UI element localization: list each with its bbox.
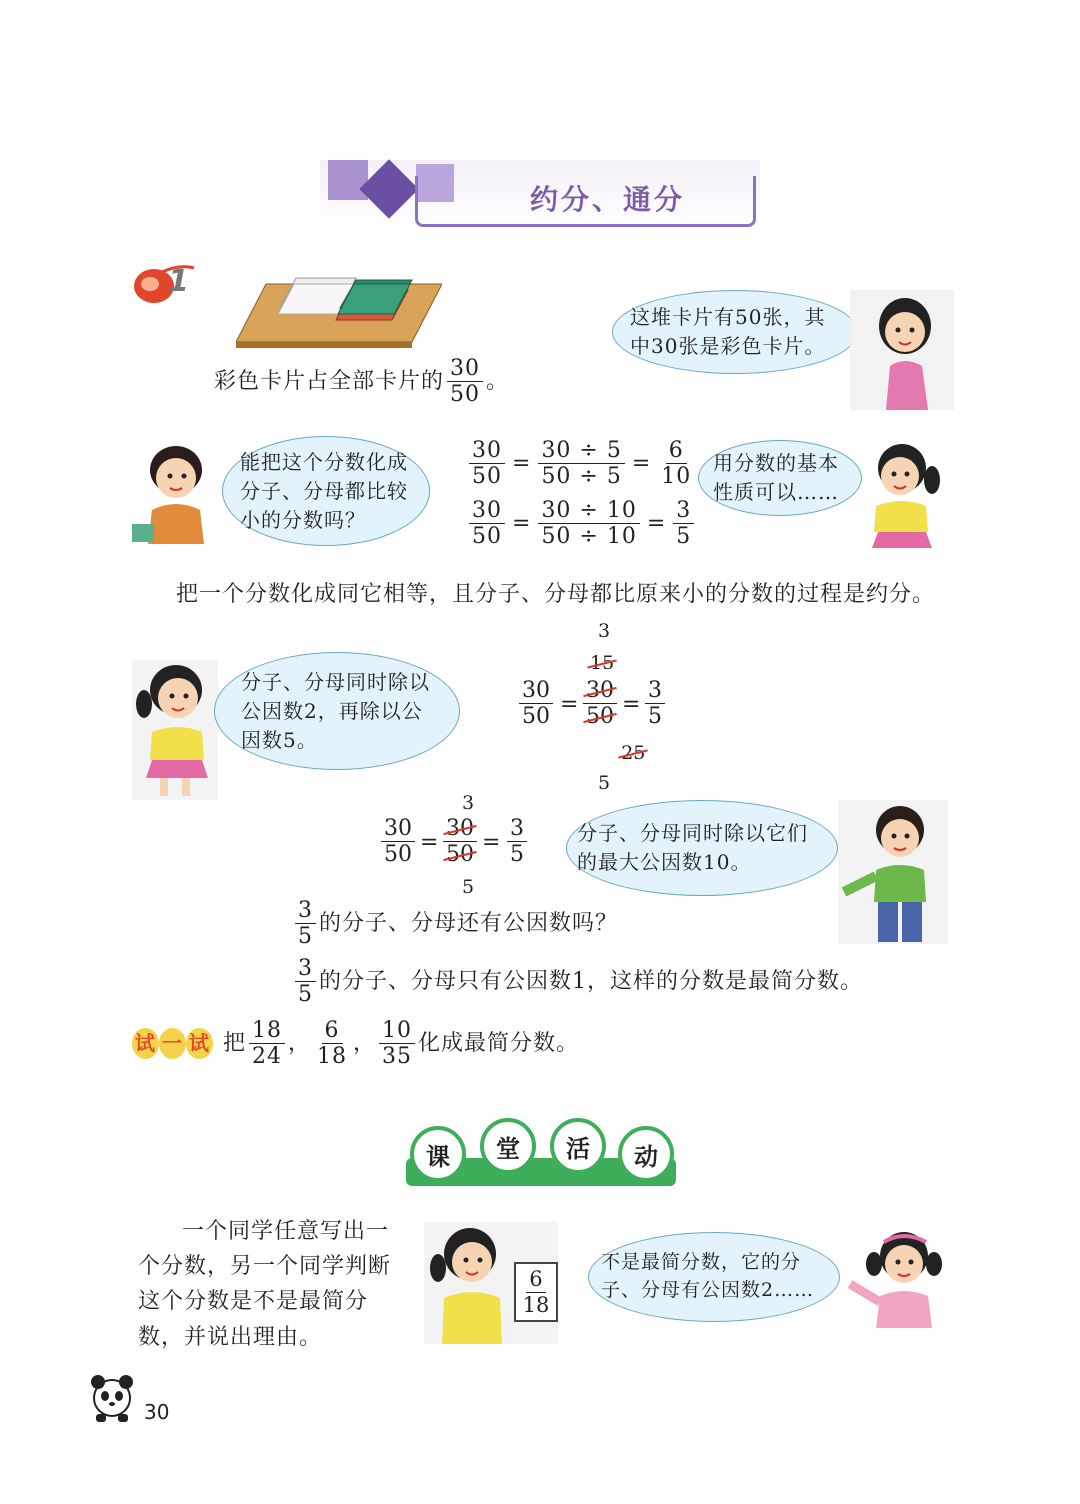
equals-sign: = (420, 830, 439, 855)
try-prefix: 把 (223, 1030, 247, 1056)
fraction-numerator: 30 (519, 678, 553, 704)
quotient-top: 3 (462, 792, 475, 814)
speech-text: 分子、分母同时除以公因数2，再除以公因数5。 (241, 669, 430, 752)
fraction-denominator: 5 (676, 524, 692, 550)
activity-circle (480, 1118, 536, 1174)
fraction-cancelled (440, 816, 480, 868)
fraction (673, 498, 694, 550)
try-badge-char: 试 (132, 1028, 159, 1059)
fraction-denominator: 5 (298, 982, 313, 1008)
fraction (469, 498, 505, 550)
fraction-numerator: 30 ÷ 5 (538, 438, 624, 464)
speech-text: 这堆卡片有50张，其中30张是彩色卡片。 (630, 305, 826, 358)
speech-bubble-method (214, 652, 460, 770)
fraction (538, 438, 624, 490)
equals-sign: = (631, 450, 652, 476)
equals-sign: = (512, 510, 532, 536)
statement-fraction (447, 356, 483, 408)
fraction (249, 1018, 285, 1070)
fraction-numerator: 30 (586, 678, 614, 703)
fraction-numerator: 30 (446, 816, 474, 841)
activity-circle (410, 1126, 466, 1182)
try-it-badge (132, 1028, 213, 1059)
calc-line-1 (466, 438, 697, 490)
fraction (295, 898, 316, 950)
girl-avatar-hint (856, 440, 948, 552)
equals-sign: = (560, 692, 579, 717)
fraction-numerator: 3 (673, 498, 694, 524)
purple-square-icon (328, 160, 368, 200)
fraction-card (514, 1262, 558, 1322)
page-number: 30 (144, 1400, 170, 1424)
boy-avatar-gcd (838, 800, 948, 944)
statement-line (214, 356, 509, 408)
fraction-left (516, 678, 556, 730)
fraction-numerator: 30 (469, 438, 505, 464)
fraction-denominator: 50 (472, 524, 502, 550)
fraction-denominator: 18 (522, 1292, 550, 1317)
activity-banner (406, 1118, 676, 1188)
speech-bubble-gcd (566, 800, 838, 896)
quotient-bottom-5: 5 (598, 772, 611, 794)
title-banner (320, 150, 760, 240)
fraction (295, 956, 316, 1008)
fraction-numerator: 3 (295, 956, 316, 982)
panda-icon (88, 1374, 138, 1424)
quotient-bottom-25: 25 (621, 742, 646, 764)
fraction-right (504, 816, 530, 868)
page-title: 约分、通分 (530, 183, 686, 216)
fraction-denominator: 50 (522, 704, 550, 730)
question-1 (292, 898, 618, 950)
fraction-right (642, 678, 668, 730)
equals-sign: = (646, 510, 667, 536)
fraction-numerator: 3 (295, 898, 316, 924)
fraction-numerator: 6 (666, 438, 687, 464)
fraction-numerator: 10 (379, 1018, 415, 1044)
fraction (314, 1018, 350, 1070)
fraction-denominator: 50 ÷ 10 (541, 524, 637, 550)
fraction-numerator: 30 (381, 816, 415, 842)
speech-bubble-hint (698, 440, 862, 516)
question-text: 的分子、分母只有公因数1，这样的分数是最简分数。 (319, 968, 863, 994)
speech-bubble-activity (588, 1232, 840, 1322)
fraction-denominator: 5 (510, 842, 524, 868)
example-badge (132, 262, 196, 306)
separator: ， (288, 1030, 312, 1056)
girl-avatar-top (850, 290, 954, 410)
fraction-denominator: 35 (382, 1044, 413, 1070)
fraction (538, 498, 639, 550)
fraction-numerator: 6 (322, 1018, 343, 1044)
girl-avatar-method (132, 660, 218, 800)
speech-text: 分子、分母同时除以它们的最大公因数10。 (577, 821, 808, 874)
fraction-denominator: 50 (586, 704, 614, 730)
fraction-denominator: 24 (252, 1044, 283, 1070)
fraction-denominator: 50 (384, 842, 412, 868)
activity-char: 动 (634, 1142, 658, 1171)
card-stack-illustration (236, 276, 442, 350)
quotient-top-3: 3 (598, 620, 611, 642)
statement-suffix: 。 (486, 368, 510, 394)
activity-text (138, 1214, 400, 1355)
fraction (520, 1267, 553, 1316)
speech-bubble-cards (612, 290, 858, 374)
try-badge-char: 试 (186, 1028, 213, 1059)
fraction-denominator: 50 (472, 464, 502, 490)
fraction-cancelled (580, 678, 620, 730)
quotient-bottom: 5 (462, 876, 475, 898)
boy-avatar-question (130, 440, 222, 546)
fraction (379, 1018, 415, 1070)
question-text: 的分子、分母还有公因数吗？ (319, 910, 619, 936)
definition-text: 把一个分数化成同它相等，且分子、分母都比原来小的分数的过程是约分。 (176, 582, 936, 607)
fraction-denominator: 18 (317, 1044, 348, 1070)
fraction-numerator: 30 (469, 498, 505, 524)
speech-bubble-question (222, 436, 430, 546)
activity-char: 堂 (496, 1134, 520, 1163)
activity-circle (550, 1118, 606, 1174)
example-number: 1 (168, 264, 189, 299)
fraction-denominator: 50 (446, 842, 474, 868)
activity-circle (618, 1126, 674, 1182)
fraction-numerator: 6 (526, 1267, 545, 1292)
fraction-denominator: 50 (450, 382, 481, 408)
question-2 (292, 956, 863, 1008)
fraction-numerator: 30 ÷ 10 (538, 498, 639, 524)
try-it-line (132, 1018, 579, 1070)
separator: ， (353, 1030, 377, 1056)
speech-text: 不是最简分数，它的分子、分母有公因数2…… (601, 1251, 815, 1301)
try-badge-char: 一 (159, 1028, 186, 1059)
calc-line-2 (466, 498, 697, 550)
speech-text: 用分数的基本性质可以…… (713, 451, 839, 504)
fraction-denominator: 5 (298, 924, 313, 950)
fraction (469, 438, 505, 490)
fraction-numerator: 3 (507, 816, 527, 842)
fraction-left (378, 816, 418, 868)
statement-prefix: 彩色卡片占全部卡片的 (214, 368, 445, 394)
try-suffix: 化成最简分数。 (418, 1030, 580, 1056)
girl-avatar-activity (842, 1226, 952, 1338)
calc-cancel-3 (378, 792, 538, 902)
fraction-numerator: 30 (447, 356, 483, 382)
fraction-numerator: 3 (645, 678, 665, 704)
fraction (658, 438, 694, 490)
calc-cancel-2 (516, 620, 676, 796)
activity-char: 课 (426, 1142, 450, 1171)
equals-sign: = (512, 450, 532, 476)
equals-sign: = (482, 830, 501, 855)
activity-char: 活 (566, 1134, 590, 1163)
activity-instructions: 一个同学任意写出一个分数，另一个同学判断这个分数是不是最简分数，并说出理由。 (138, 1219, 392, 1350)
equals-sign: = (622, 692, 641, 717)
fraction-numerator: 18 (249, 1018, 285, 1044)
speech-text: 能把这个分数化成分子、分母都比较小的分数吗？ (240, 449, 408, 532)
fraction-denominator: 5 (648, 704, 662, 730)
fraction-denominator: 10 (661, 464, 692, 490)
quotient-top-15: 15 (590, 652, 615, 674)
fraction-denominator: 50 ÷ 5 (541, 464, 622, 490)
